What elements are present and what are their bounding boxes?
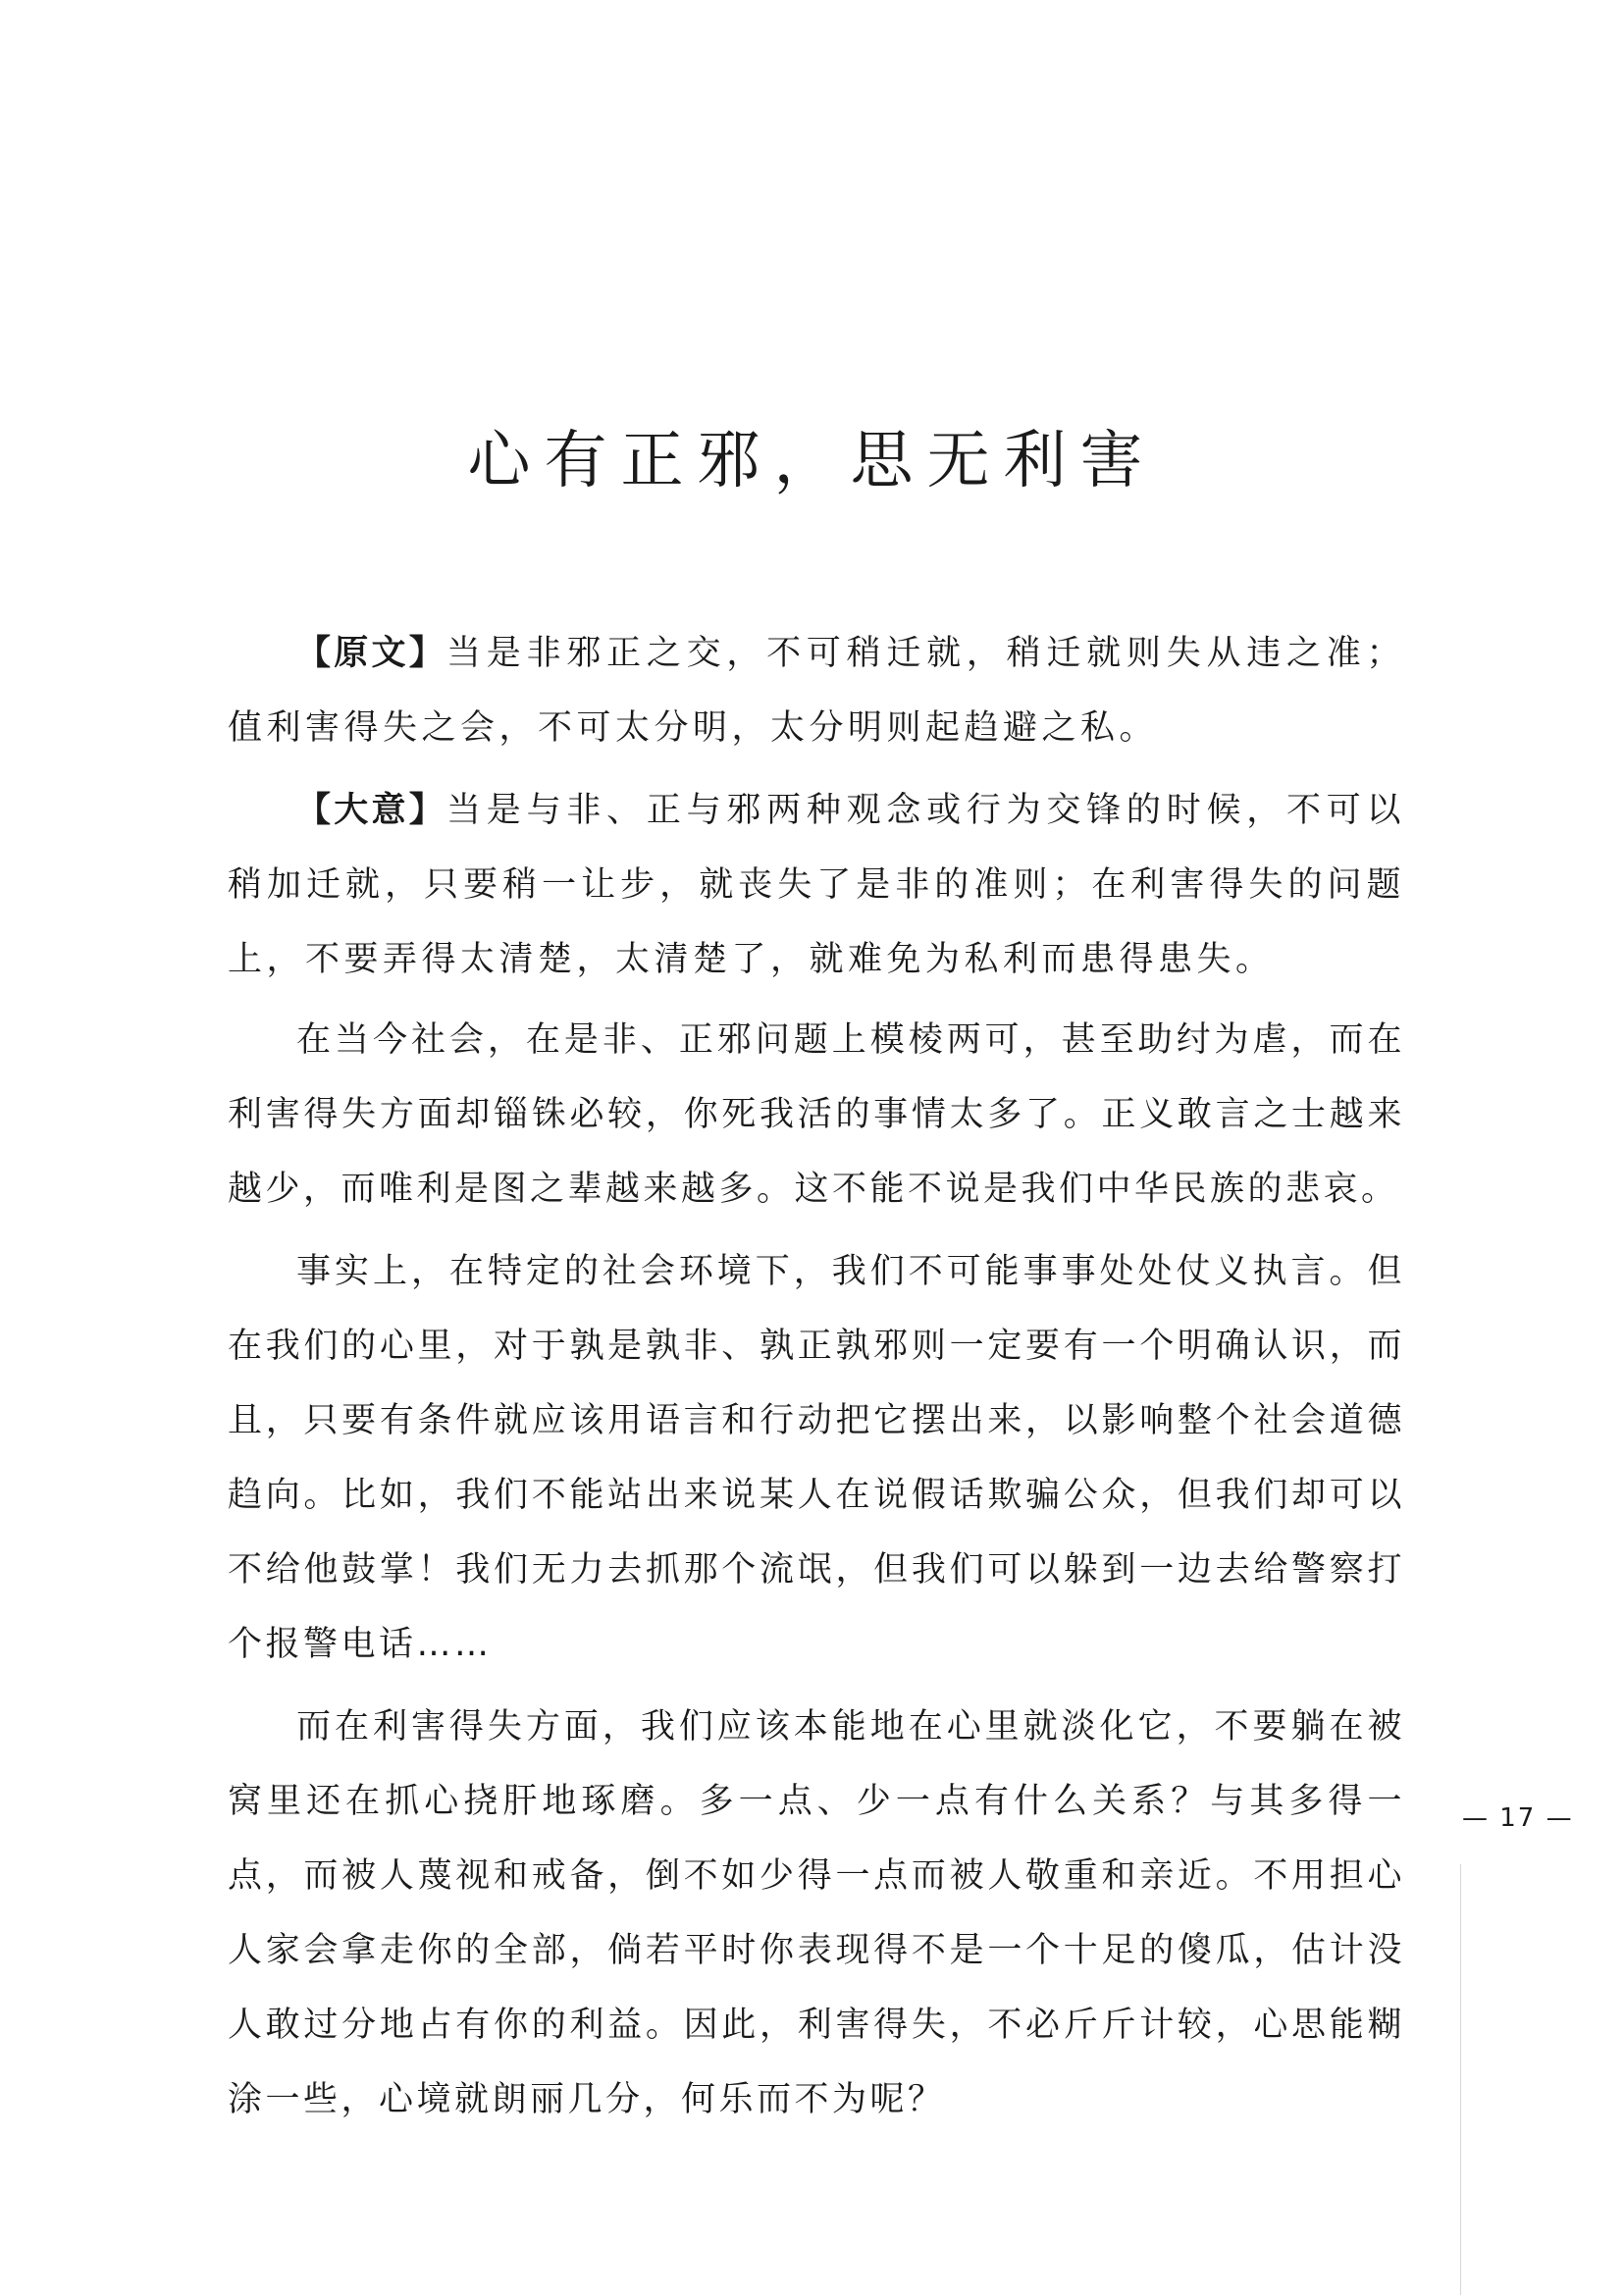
essay-paragraph: 而在利害得失方面，我们应该本能地在心里就淡化它，不要躺在被窝里还在抓心挠肝地琢磨。多一点、少一点有什么关系？与其多得一点，而被人蔑视和戒备，倒不如少得一点而被人敬重和亲近。不用担心人家会拿走你的全部，倘若平时你表现得不是一个十足的傻瓜，估计没人敢过分地占有你的利益。因此，利害得失，不必斤斤计较，心思能糊涂一些，心境就朗丽几分，何乐而不为呢？ xyxy=(228,1707,1405,2119)
margin-divider xyxy=(1460,1864,1461,2295)
original-text: 当是非邪正之交，不可稍迁就，稍迁就则失从违之准；值利害得失之会，不可太分明，太分明则起趋避之私。 xyxy=(228,634,1405,748)
original-text-paragraph xyxy=(228,616,1405,765)
essay-paragraph: 事实上，在特定的社会环境下，我们不可能事事处处仗义执言。但在我们的心里，对于孰是孰非、孰正孰邪则一定要有一个明确认识，而且，只要有条件就应该用语言和行动把它摆出来，以影响整个社会道德趋向。比如，我们不能站出来说某人在说假话欺骗公众，但我们却可以不给他鼓掌！我们无力去抓那个流氓，但我们可以躲到一边去给警察打个报警电话…… xyxy=(228,1252,1405,1664)
page-title: 心有正邪，思无利害 xyxy=(467,425,1157,497)
original-tag: 【原文】 xyxy=(296,634,447,673)
meaning-text: 当是与非、正与邪两种观念或行为交锋的时候，不可以稍加迁就，只要稍一让步，就丧失了是非的准则；在利害得失的问题上，不要弄得太清楚，太清楚了，就难免为私利而患得患失。 xyxy=(228,791,1405,979)
essay-body xyxy=(228,1003,1405,2137)
meaning-paragraph xyxy=(228,773,1405,997)
classic-section xyxy=(228,616,1405,997)
meaning-tag: 【大意】 xyxy=(296,791,447,830)
page-number: — 17 — xyxy=(1462,1803,1574,1833)
essay-paragraph: 在当今社会，在是非、正邪问题上模棱两可，甚至助纣为虐，而在利害得失方面却锱铢必较，你死我活的事情太多了。正义敢言之士越来越少，而唯利是图之辈越来越多。这不能不说是我们中华民族的悲哀。 xyxy=(228,1020,1405,1209)
